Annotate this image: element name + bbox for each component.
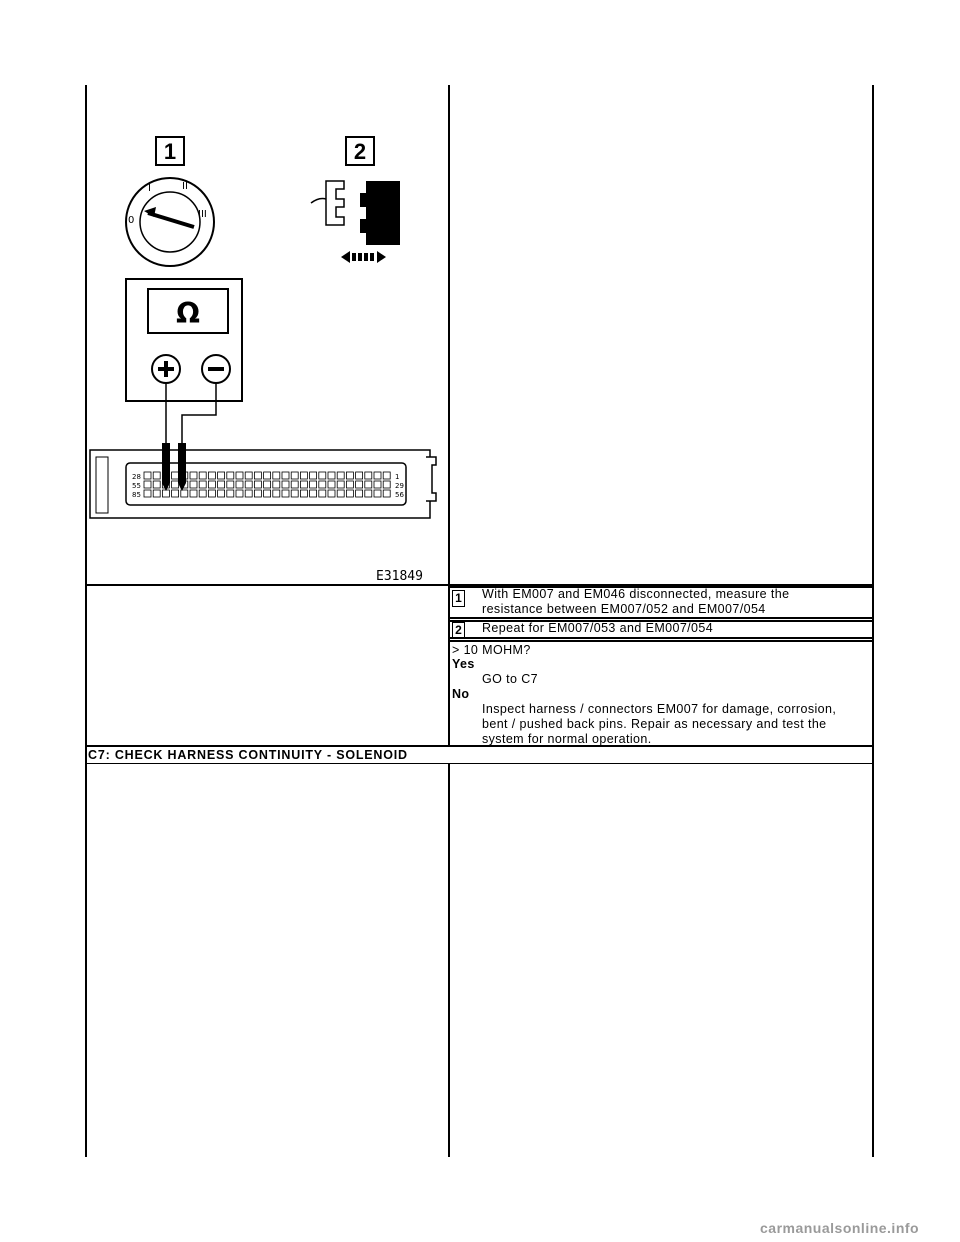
decision-no-line2: bent / pushed back pins. Repair as necessary and test the	[482, 717, 827, 731]
decision-yes-action: GO to C7	[482, 672, 538, 686]
decision-no-label: No	[452, 687, 470, 701]
connector-pin	[227, 490, 234, 497]
connector-pin	[153, 490, 160, 497]
column-divider-top	[448, 85, 450, 745]
connector-pin	[236, 481, 243, 488]
row-divider-section	[85, 745, 874, 747]
pin-label-55: 55	[132, 482, 141, 490]
decision-no-line1: Inspect harness / connectors EM007 for damage, corrosion,	[482, 702, 837, 716]
connector-pin	[319, 481, 326, 488]
connector-pin	[291, 490, 298, 497]
connector-pin	[328, 481, 335, 488]
step-1-text-line2: resistance between EM007/052 and EM007/054	[482, 602, 766, 616]
connector-pin	[199, 490, 206, 497]
connector-pin	[374, 481, 381, 488]
watermark: carmanualsonline.info	[760, 1220, 920, 1236]
svg-text:III: III	[198, 209, 207, 220]
step-2-text: Repeat for EM007/053 and EM007/054	[482, 621, 714, 635]
callout-1-box	[156, 137, 184, 165]
connector-pin	[254, 481, 261, 488]
connector-pin	[144, 481, 151, 488]
callout-2-label: 2	[353, 139, 367, 164]
multimeter-icon	[126, 279, 242, 445]
connector-pin	[153, 481, 160, 488]
connector-pin	[300, 490, 307, 497]
connector-pin	[227, 472, 234, 479]
connector-pin	[310, 481, 317, 488]
connector-pin	[273, 481, 280, 488]
connector-pin	[236, 472, 243, 479]
connector-pin	[245, 481, 252, 488]
connector-pin	[282, 481, 289, 488]
connector-pin	[264, 481, 271, 488]
connector-pin	[319, 472, 326, 479]
connector-pin	[374, 490, 381, 497]
connector-pin	[218, 472, 225, 479]
connector-pin	[227, 481, 234, 488]
connector-pin	[144, 472, 151, 479]
svg-text:I: I	[148, 183, 151, 194]
connector-pin	[273, 490, 280, 497]
callout-2-box	[346, 137, 374, 165]
step-1-text-line1: With EM007 and EM046 disconnected, measure the	[482, 587, 790, 601]
connector-pin	[291, 481, 298, 488]
ohm-symbol: Ω	[176, 297, 200, 330]
pin-label-1: 1	[395, 473, 400, 481]
connector-pin	[199, 481, 206, 488]
connector-pin	[374, 472, 381, 479]
diagnostic-figure	[86, 85, 448, 585]
connector-pin	[218, 490, 225, 497]
connector-pin	[264, 490, 271, 497]
connector-pin	[365, 490, 372, 497]
connector-pin	[282, 472, 289, 479]
step-2-number: 2	[452, 622, 465, 639]
decision-question: > 10 MOHM?	[452, 643, 531, 657]
connector-pin	[190, 490, 197, 497]
section-header: C7: CHECK HARNESS CONTINUITY - SOLENOID	[88, 748, 408, 762]
ignition-switch-icon	[126, 178, 214, 266]
connector-pin	[300, 472, 307, 479]
decision-top	[449, 640, 873, 642]
connector-pin	[337, 481, 344, 488]
connector-pin	[346, 472, 353, 479]
connector-pin	[310, 490, 317, 497]
connector-pin	[365, 472, 372, 479]
step-1-bottom	[449, 617, 873, 619]
connector-pin	[383, 490, 390, 497]
step-2-bottom	[449, 637, 873, 639]
ecm-connector-icon	[90, 443, 436, 518]
connector-pin	[356, 481, 363, 488]
connector-pin	[208, 490, 215, 497]
connector-pin	[190, 481, 197, 488]
svg-text:II: II	[182, 181, 188, 192]
connector-pin	[365, 481, 372, 488]
callout-1-label: 1	[163, 139, 177, 164]
connector-pin	[383, 472, 390, 479]
connector-pin	[172, 472, 179, 479]
figure-code: E31849	[376, 569, 423, 584]
connector-pin	[328, 490, 335, 497]
connector-pin	[245, 472, 252, 479]
connector-pin	[337, 472, 344, 479]
connector-pin	[346, 490, 353, 497]
pin-label-28: 28	[132, 473, 141, 481]
connector-pin	[310, 472, 317, 479]
row-divider-section-bottom	[85, 763, 874, 764]
connector-pin	[162, 490, 169, 497]
connector-pin	[356, 490, 363, 497]
connector-pin	[300, 481, 307, 488]
connector-pin	[218, 481, 225, 488]
step-1-number: 1	[452, 590, 465, 607]
pin-label-85: 85	[132, 491, 141, 499]
connector-pin	[208, 481, 215, 488]
connector-pin	[172, 481, 179, 488]
svg-text:0: 0	[128, 215, 135, 226]
connector-pin	[291, 472, 298, 479]
connector-pin	[190, 472, 197, 479]
connector-pin	[356, 472, 363, 479]
connector-pin	[208, 472, 215, 479]
pin-label-56: 56	[395, 491, 404, 499]
connector-pin	[172, 490, 179, 497]
connector-pin	[254, 490, 261, 497]
connector-pin	[153, 472, 160, 479]
pin-label-29: 29	[395, 482, 404, 490]
connector-pin	[383, 481, 390, 488]
connector-pin	[319, 490, 326, 497]
connector-pin	[346, 481, 353, 488]
connector-pin	[264, 472, 271, 479]
connector-pin	[273, 472, 280, 479]
connector-pin	[199, 472, 206, 479]
connector-pin	[181, 490, 188, 497]
connector-pin	[245, 490, 252, 497]
connector-pin	[254, 472, 261, 479]
column-divider-bottom	[448, 764, 450, 1157]
decision-no-line3: system for normal operation.	[482, 732, 652, 746]
connector-disconnect-icon	[311, 181, 400, 263]
connector-pin	[144, 490, 151, 497]
connector-pin	[236, 490, 243, 497]
connector-pin	[328, 472, 335, 479]
connector-pin	[337, 490, 344, 497]
connector-pin	[282, 490, 289, 497]
decision-yes-label: Yes	[452, 657, 475, 671]
